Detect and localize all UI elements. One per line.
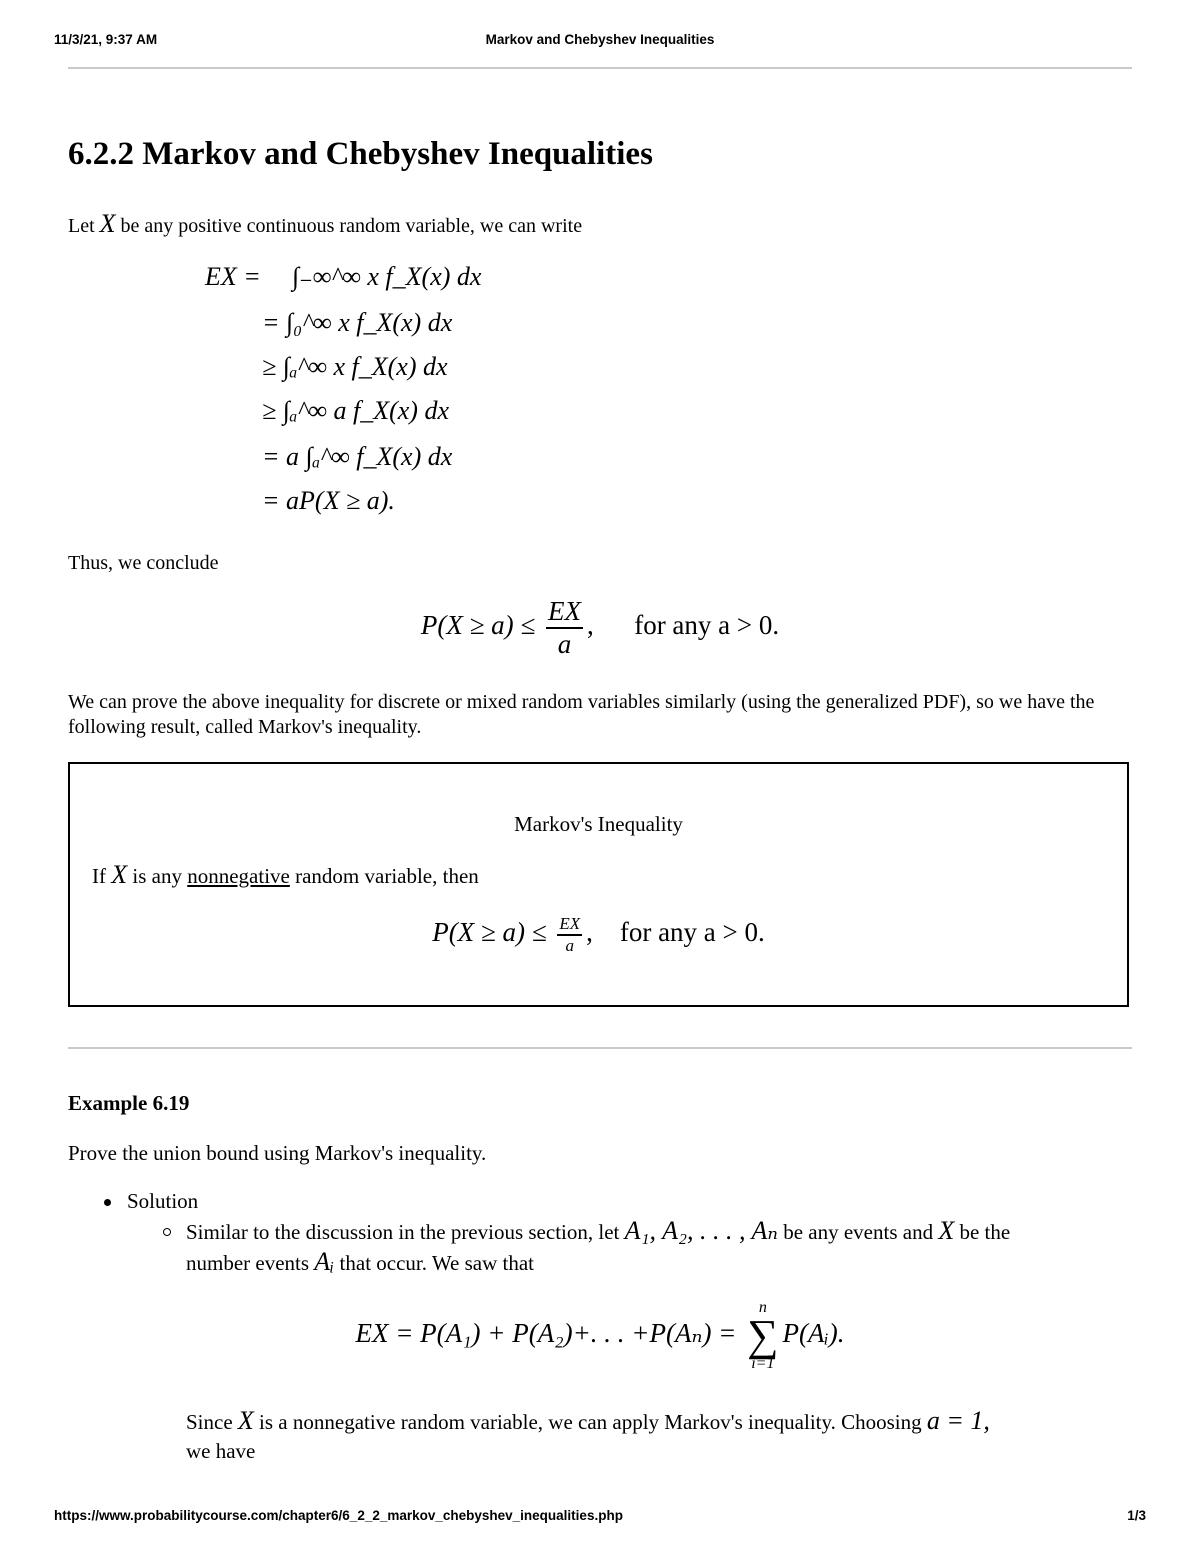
fraction: $\frac{EX}{a}$ (559, 914, 581, 955)
var-x: X (99, 209, 116, 238)
union-sum-equation: EX = P(A₁) + P(A₂)+. . . +P(Aₙ) = n ∑ i=1P(Aᵢ). (355, 1299, 845, 1372)
example-title: Example 6.19 (68, 1091, 190, 1115)
sigma-symbol: ∑ (747, 1311, 779, 1360)
print-footer (54, 1506, 1146, 1528)
solution-text: Similar to the discussion in the previous section, let A₁, A₂, . . . , Aₙ be any events and X be the number events Aᵢ that occur. We saw that (186, 1216, 1011, 1276)
bullet-disc-icon (104, 1199, 111, 1206)
box-statement: If X is any nonnegative random variable, then (92, 860, 479, 889)
print-datetime: 11/3/21, 9:37 AM (54, 32, 158, 47)
markov-inequality-box (68, 762, 1129, 1007)
page-url: https://www.probabilitycourse.com/chapter6/6_2_2_markov_chebyshev_inequalities.php (54, 1508, 623, 1523)
derivation-block: EX = ∫₋∞^∞ x f_X(x) dx = ∫₀^∞ x f_X(x) dx ≥ ∫ₐ^∞ x f_X(x) dx ≥ ∫ₐ^∞ a f_X(x) dx = a ∫ₐ^∞ f_X(x) dx = aP(X ≥ a). (205, 262, 482, 515)
print-header (54, 28, 1146, 52)
since-text: Since X is a nonnegative random variable, we can apply Markov's inequality. Choosing a = 1, we have (186, 1406, 990, 1463)
print-page-title: Markov and Chebyshev Inequalities (485, 32, 715, 47)
top-divider (68, 67, 1132, 69)
solution-label: Solution (127, 1189, 199, 1213)
section-divider (68, 1047, 1132, 1049)
conclude-text: Thus, we conclude (68, 552, 219, 574)
bullet-circle-icon (163, 1228, 171, 1236)
markov-equation: P(X ≥ a) ≤ $\frac{EX}{a}$ , for any a > 0. (420, 596, 780, 659)
box-title: Markov's Inequality (514, 812, 683, 836)
example-prompt: Prove the union bound using Markov's inequality. (68, 1141, 487, 1165)
section-title: 6.2.2 Markov and Chebyshev Inequalities (68, 136, 653, 172)
box-equation: P(X ≥ a) ≤ $\frac{EX}{a}$ , for any a > 0. (432, 914, 765, 955)
nonnegative-underlined: nonnegative (187, 864, 290, 888)
summation: n ∑ i=1 (747, 1299, 779, 1372)
fraction: $\frac{EX}{a}$ (547, 596, 581, 659)
intro-paragraph: Let X be any positive continuous random variable, we can write (68, 209, 583, 238)
page-number: 1/3 (1127, 1508, 1146, 1523)
prove-paragraph: We can prove the above inequality for discrete or mixed random variables similarly (using the generalized PDF), so we have the following result, called Markov's inequality. (68, 691, 1095, 738)
